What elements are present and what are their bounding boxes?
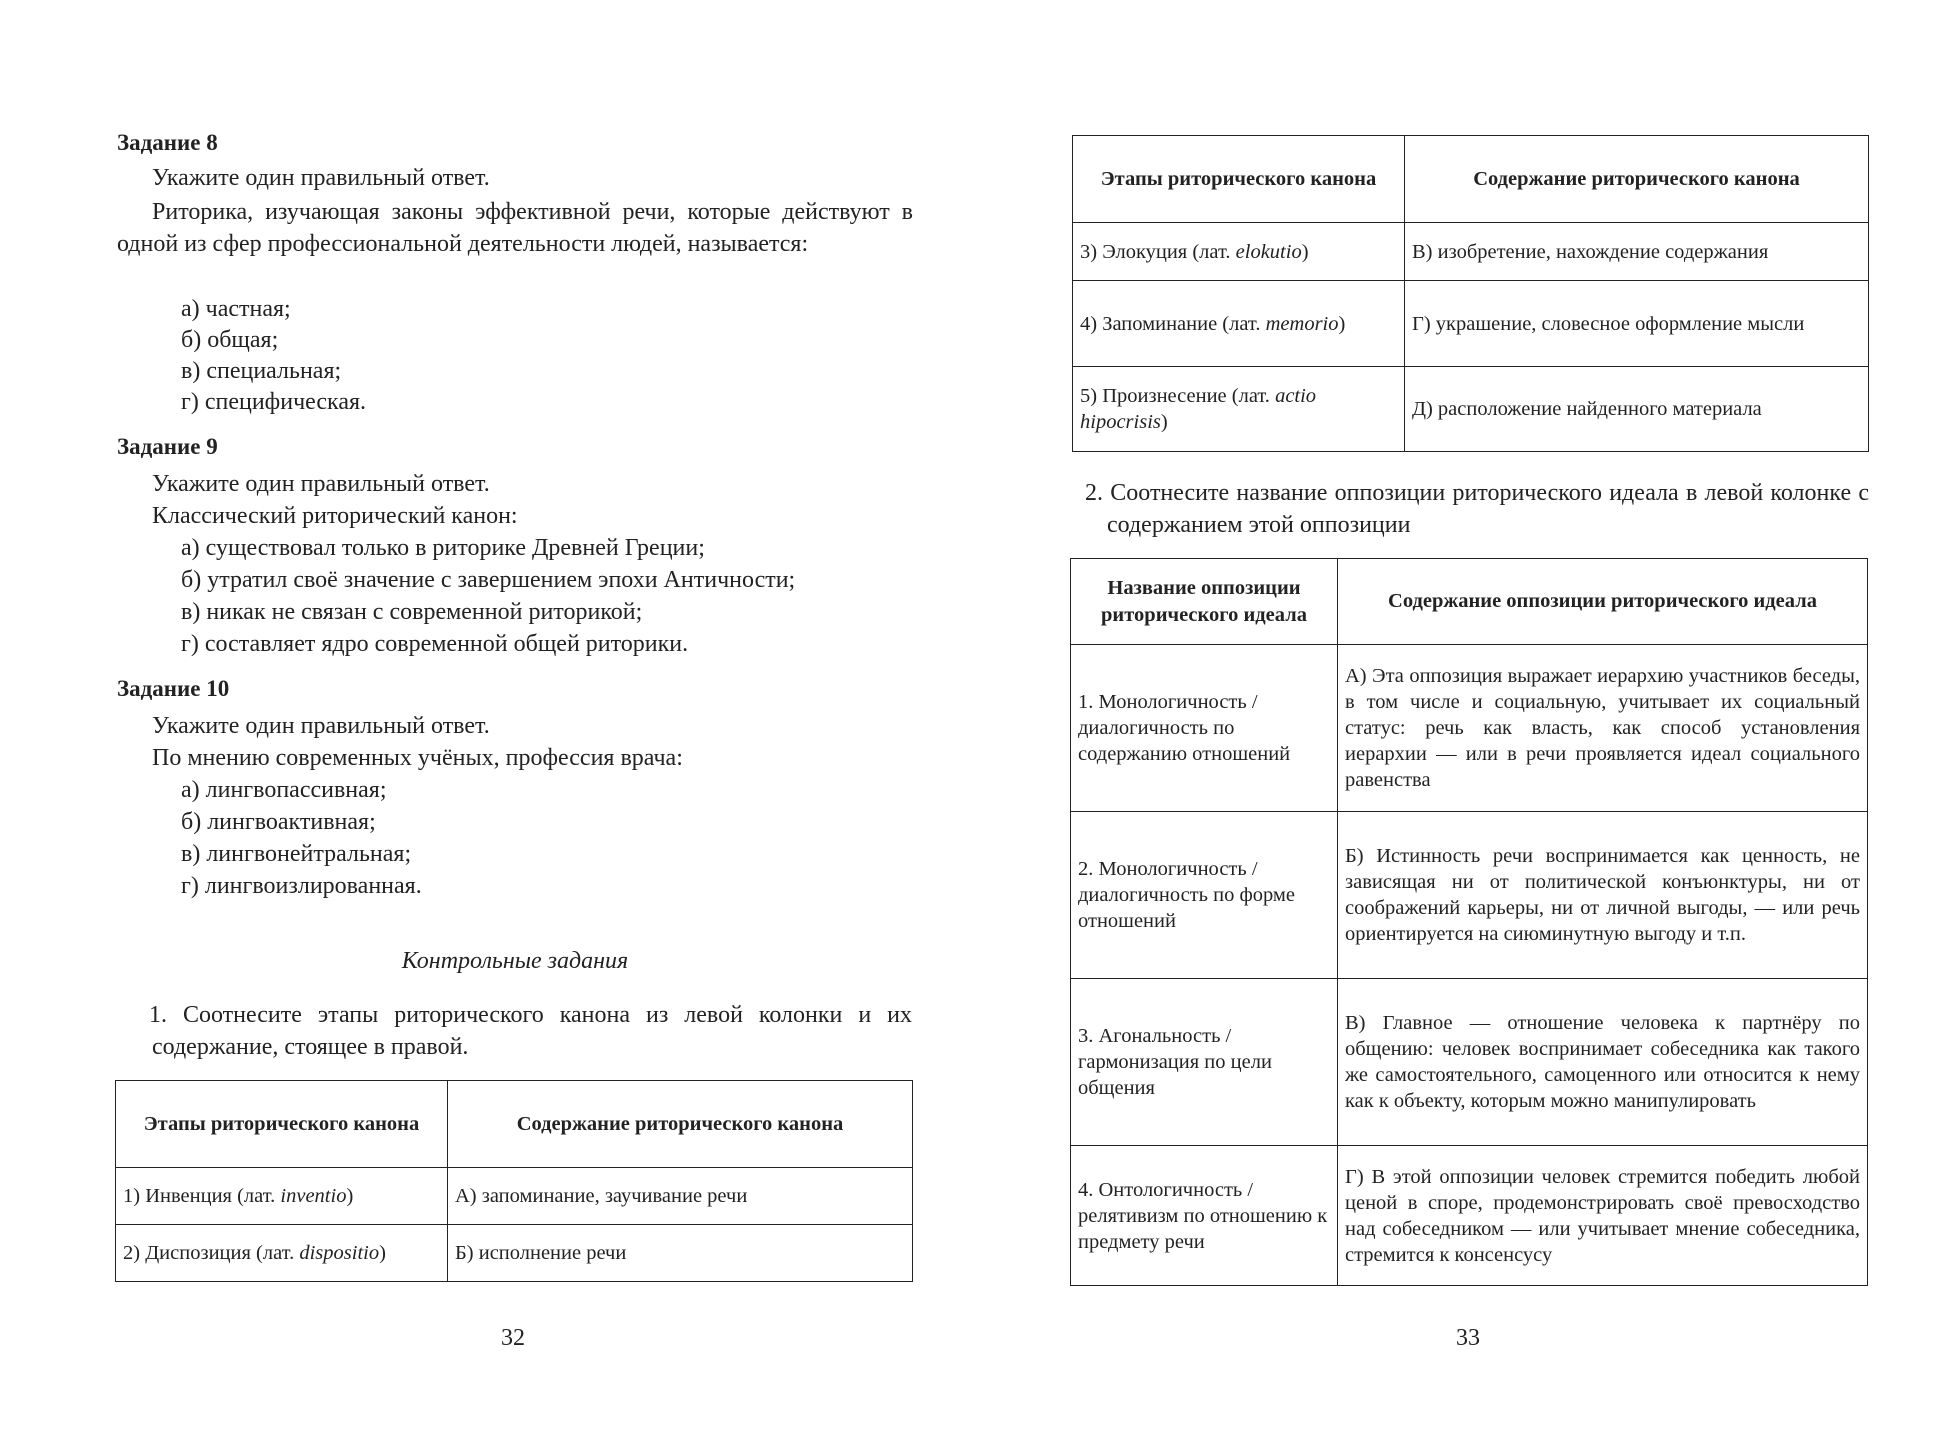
- task10-title: Задание 10: [117, 676, 230, 701]
- page-number: 32: [501, 1325, 525, 1351]
- task8-instruction: Укажите один правильный ответ.: [152, 165, 490, 191]
- latin-term: dispositio: [299, 1242, 380, 1264]
- table-cell: 2. Монологичность / диалогичность по форме отношений: [1071, 812, 1338, 979]
- table-cell: [116, 1168, 448, 1225]
- table-cell: В) изобретение, нахождение содержания: [1405, 223, 1869, 281]
- page-left: [0, 0, 960, 1437]
- table-header-cell: Содержание оппозиции риторического идеала: [1338, 559, 1868, 645]
- latin-term: inventio: [280, 1185, 347, 1207]
- latin-term: elokutio: [1235, 240, 1302, 263]
- table-row: [1073, 281, 1869, 367]
- task10-option-b: б) лингвоактивная;: [181, 809, 376, 835]
- cell-text: ): [346, 1185, 354, 1207]
- table-cell: А) Эта оппозиция выражает иерархию участников беседы, в том числе и социальную, учитывает их социальный статус: речь как власть, как способ установления иерархии — или в речи проявляется идеал социального равенства: [1338, 645, 1868, 812]
- table-row: [1071, 645, 1868, 812]
- exercise2-text: 2. Соотнесите название оппозиции риторического идеала в левой колонке с содержанием этой оппозиции: [1085, 480, 1869, 538]
- task8-question: Риторика, изучающая законы эффективной речи, которые действуют в одной из сфер профессиональной деятельности людей, называется:: [117, 199, 913, 257]
- table-cell: Д) расположение найденного материала: [1405, 367, 1869, 452]
- task10-instruction: Укажите один правильный ответ.: [152, 713, 490, 739]
- table-cell: Г) украшение, словесное оформление мысли: [1405, 281, 1869, 367]
- table-cell: [1073, 367, 1405, 452]
- cell-text: ): [379, 1242, 386, 1264]
- cell-text: ): [1301, 240, 1309, 263]
- task9-title: Задание 9: [117, 434, 218, 459]
- table-row: [1073, 223, 1869, 281]
- task10-option-d: г) лингвоизлированная.: [181, 873, 422, 899]
- latin-term: memorio: [1265, 312, 1339, 335]
- canon-table-part1: [115, 1080, 913, 1282]
- latin-term: actio hipocrisis: [1080, 385, 1317, 433]
- page-right: [980, 0, 1944, 1437]
- cell-text: 5) Произнесение (лат.: [1080, 385, 1276, 407]
- task10-option-a: а) лингвопассивная;: [181, 777, 387, 803]
- cell-text: ): [1160, 411, 1168, 433]
- task9-option-c: в) никак не связан с современной риторикой;: [181, 599, 643, 625]
- table-header-row: [116, 1081, 913, 1168]
- table-row: [116, 1168, 913, 1225]
- table-row: [1071, 1146, 1868, 1286]
- table-cell: Б) исполнение речи: [448, 1225, 913, 1282]
- table-cell: Г) В этой оппозиции человек стремится победить любой ценой в споре, продемонстрировать своё превосходство над собеседником — или учитывает мнение собеседника, стремится к консенсусу: [1338, 1146, 1868, 1286]
- page-number: 33: [1456, 1325, 1480, 1351]
- exercise1-text: 1. Соотнесите этапы риторического канона из левой колонки и их содержание, стоящее в правой.: [149, 1002, 912, 1060]
- table-header-row: [1073, 136, 1869, 223]
- task10-question: По мнению современных учёных, профессия врача:: [152, 745, 683, 771]
- table-cell: 1. Монологичность / диалогичность по содержанию отношений: [1071, 645, 1338, 812]
- table-cell: 3. Агональность / гармонизация по цели общения: [1071, 979, 1338, 1146]
- table-cell: Б) Истинность речи воспринимается как ценность, не зависящая ни от политической конъюнктуры, ни от соображений карьеры, ни от личной выгоды, — или речь ориентируется на сиюминутную выгоду и т.п.: [1338, 812, 1868, 979]
- table-cell: [1073, 281, 1405, 367]
- table-cell: [116, 1225, 448, 1282]
- canon-table-part2: [1072, 135, 1869, 452]
- task8-option-a: а) частная;: [181, 296, 291, 322]
- cell-text: 1) Инвенция (лат.: [123, 1185, 281, 1207]
- table-row: [116, 1225, 913, 1282]
- task9-option-d: г) составляет ядро современной общей риторики.: [181, 631, 689, 657]
- task9-question: Классический риторический канон:: [152, 503, 518, 529]
- cell-text: 4) Запоминание (лат.: [1080, 312, 1266, 335]
- table-row: [1071, 812, 1868, 979]
- table-cell: А) запоминание, заучивание речи: [448, 1168, 913, 1225]
- task8-option-c: в) специальная;: [181, 358, 342, 384]
- table-header-cell: Название оппозиции риторического идеала: [1071, 559, 1338, 645]
- task8-option-d: г) специфическая.: [181, 389, 367, 415]
- table-header-cell: Содержание риторического канона: [448, 1081, 913, 1168]
- rhetoric-ideal-table: [1070, 558, 1868, 1286]
- task10-option-c: в) лингвонейтральная;: [181, 841, 412, 867]
- task9-option-b: б) утратил своё значение с завершением эпохи Античности;: [181, 567, 796, 593]
- task8-option-b: б) общая;: [181, 327, 279, 353]
- table-cell: В) Главное — отношение человека к партнёру по общению: человек воспринимает собеседника как такого же самостоятельного, самоценного или относится к нему как к объекту, которым можно манипулировать: [1338, 979, 1868, 1146]
- table-row: [1073, 367, 1869, 452]
- cell-text: 2) Диспозиция (лат.: [123, 1242, 300, 1264]
- cell-text: 3) Элокуция (лат.: [1080, 240, 1236, 263]
- task9-option-a: а) существовал только в риторике Древней Греции;: [181, 535, 705, 561]
- table-header-cell: Этапы риторического канона: [1073, 136, 1405, 223]
- table-row: [1071, 979, 1868, 1146]
- table-header-cell: Этапы риторического канона: [116, 1081, 448, 1168]
- cell-text: ): [1338, 312, 1346, 335]
- task9-instruction: Укажите один правильный ответ.: [152, 471, 490, 497]
- task8-title: Задание 8: [117, 130, 218, 155]
- table-cell: [1073, 223, 1405, 281]
- table-cell: 4. Онтологичность / релятивизм по отношению к предмету речи: [1071, 1146, 1338, 1286]
- table-header-row: [1071, 559, 1868, 645]
- section-title: Контрольные задания: [401, 948, 629, 974]
- table-header-cell: Содержание риторического канона: [1405, 136, 1869, 223]
